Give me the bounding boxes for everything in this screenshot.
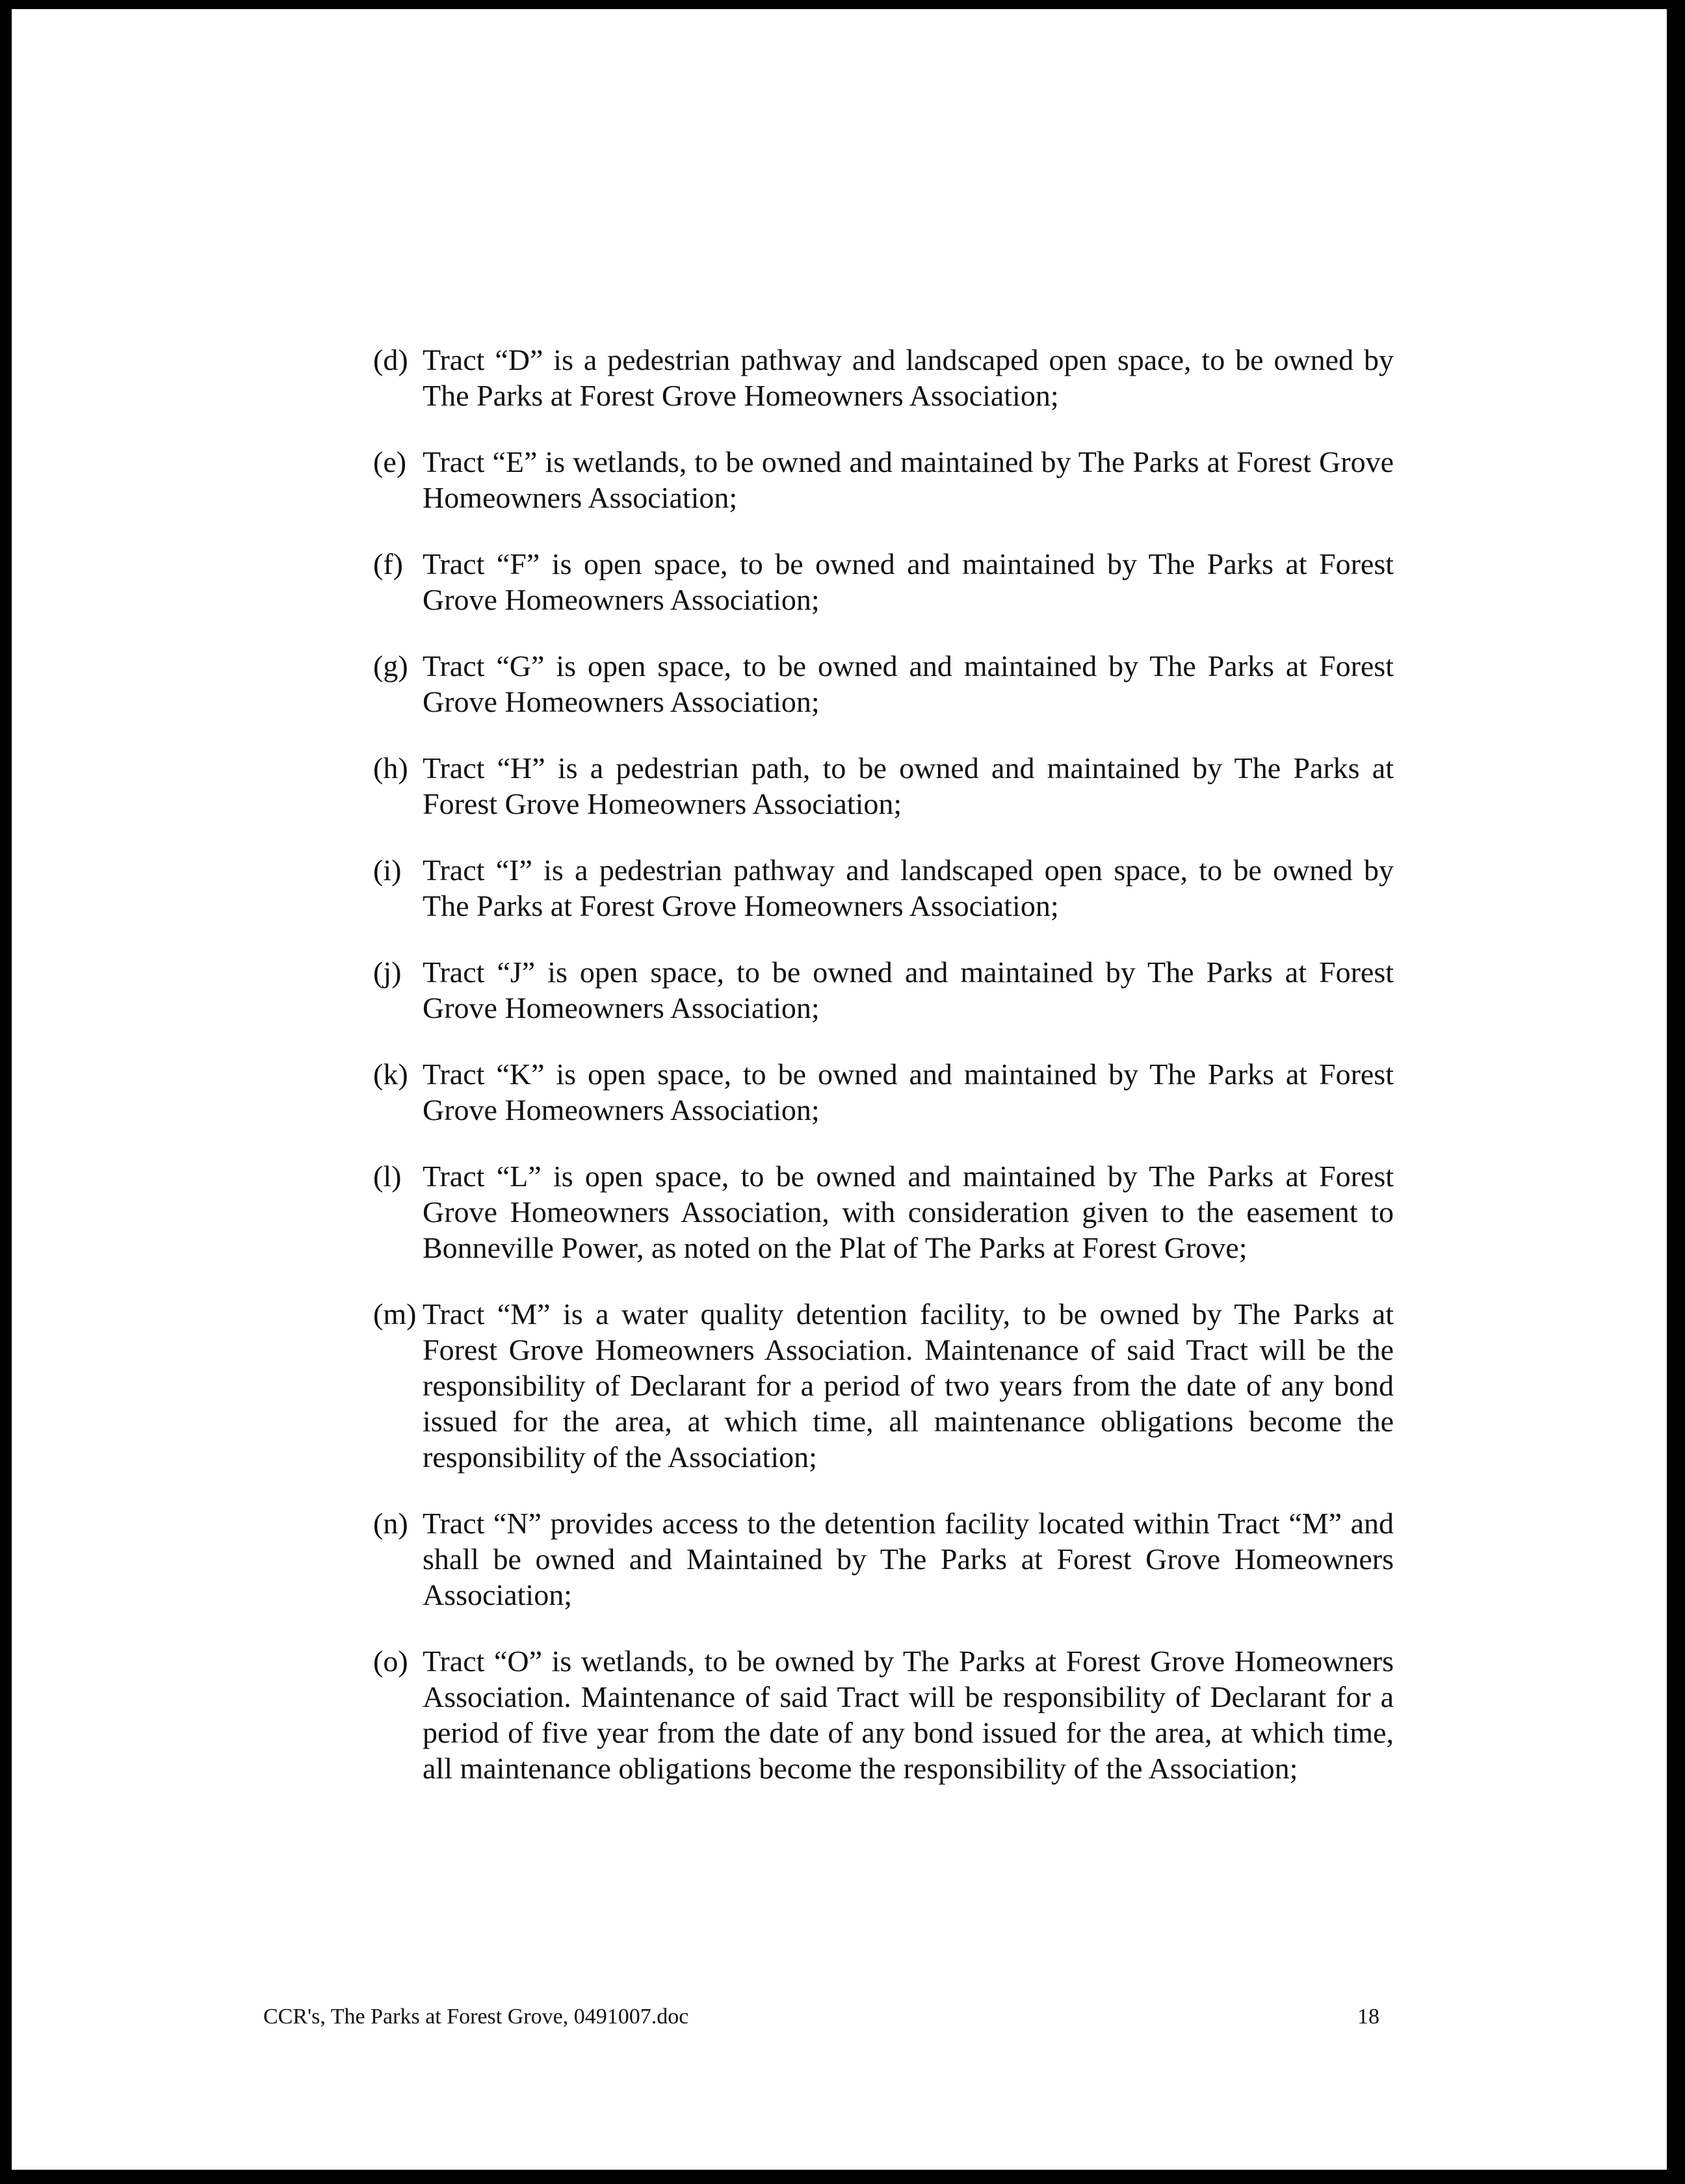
item-text: Tract “J” is open space, to be owned and maintained by The Parks at Forest Grove Homeowners Association; [423,956,1394,1024]
footer-filename: CCR's, The Parks at Forest Grove, 0491007.doc [263,2005,689,2029]
item-label: (g) [373,649,408,682]
item-label: (j) [373,956,402,989]
list-item [373,648,1394,720]
item-label: (n) [373,1507,408,1540]
item-text: Tract “I” is a pedestrian pathway and landscaped open space, to be owned by The Parks at Forest Grove Homeowners Association; [423,853,1394,922]
item-text: Tract “M” is a water quality detention facility, to be owned by The Parks at Forest Grove Homeowners Association. Maintenance of said Tract will be the responsibility of Declarant for a period of two years from the date of any bond issued for the area, at which time, all maintenance obligations become the responsibility of the Association; [423,1297,1394,1474]
tract-list [373,342,1394,1817]
list-item [373,1505,1394,1613]
list-item [373,444,1394,515]
item-label: (k) [373,1058,408,1091]
item-label: (l) [373,1160,402,1193]
item-label: (i) [373,853,402,887]
list-item [373,1643,1394,1786]
item-label: (e) [373,445,407,478]
list-item [373,954,1394,1026]
item-label: (f) [373,547,403,580]
list-item [373,750,1394,822]
list-item [373,342,1394,413]
item-text: Tract “N” provides access to the detention facility located within Tract “M” and shall be owned and Maintained by The Parks at Forest Grove Homeowners Association; [423,1507,1394,1611]
list-item [373,1056,1394,1128]
list-item [373,1158,1394,1266]
item-text: Tract “D” is a pedestrian pathway and landscaped open space, to be owned by The Parks at Forest Grove Homeowners Association; [423,343,1394,412]
document-page [12,9,1667,2170]
list-item [373,852,1394,924]
item-label: (d) [373,343,408,376]
item-text: Tract “E” is wetlands, to be owned and maintained by The Parks at Forest Grove Homeowners Association; [423,445,1394,514]
item-text: Tract “H” is a pedestrian path, to be owned and maintained by The Parks at Forest Grove Homeowners Association; [423,751,1394,820]
list-item [373,1296,1394,1475]
item-text: Tract “L” is open space, to be owned and maintained by The Parks at Forest Grove Homeowners Association, with consideration given to the easement to Bonneville Power, as noted on the Plat of The Parks at Forest Grove; [423,1160,1394,1264]
item-text: Tract “G” is open space, to be owned and maintained by The Parks at Forest Grove Homeowners Association; [423,649,1394,718]
item-text: Tract “K” is open space, to be owned and maintained by The Parks at Forest Grove Homeowners Association; [423,1058,1394,1126]
list-item [373,546,1394,618]
item-text: Tract “O” is wetlands, to be owned by The Parks at Forest Grove Homeowners Association. Maintenance of said Tract will be responsibility of Declarant for a period of five year from the date of any bond issued for the area, at which time, all maintenance obligations become the responsibility of the Association; [423,1644,1394,1785]
item-label: (m) [373,1297,417,1331]
page-number: 18 [1357,2005,1379,2029]
item-label: (h) [373,751,408,785]
item-text: Tract “F” is open space, to be owned and maintained by The Parks at Forest Grove Homeowners Association; [423,547,1394,616]
item-label: (o) [373,1644,408,1678]
